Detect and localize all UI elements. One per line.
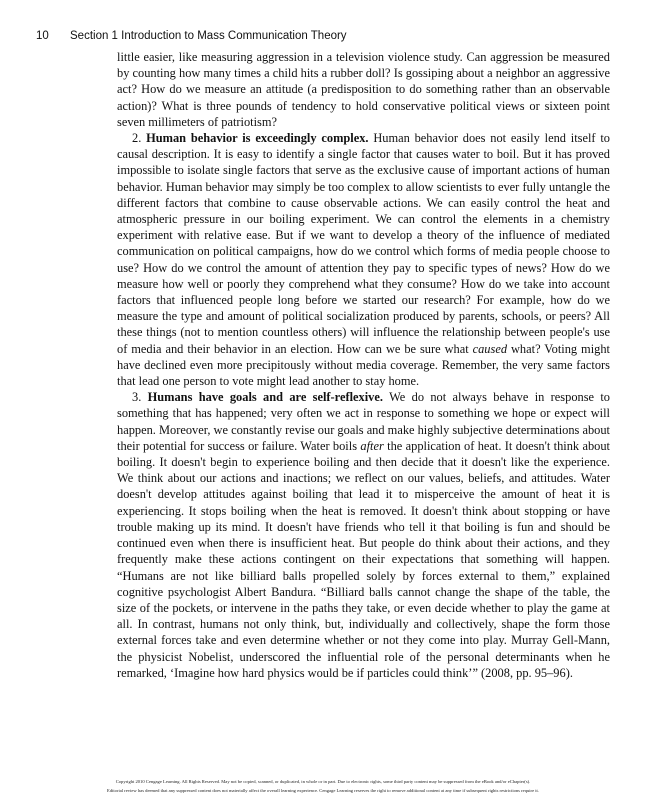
list-number: 3.: [132, 390, 142, 405]
copyright-notice: Copyright 2010 Cengage Learning. All Rights Reserved. May not be copied, scanned, or duplicated, in whole or in part. Due to electronic rights, some third party content may be suppressed from the eBook and/or eChapter(s).: [115, 779, 531, 784]
paragraph-heading: Humans have goals and are self-reflexive.: [147, 390, 383, 405]
running-head: [36, 30, 347, 42]
paragraph-heading: Human behavior is exceedingly complex.: [146, 131, 369, 146]
paragraph-text: what? Voting might have declined even more precipitously without media coverage. Remember, the very same factors that lead one person to vote might lead another to stay home.: [117, 341, 610, 389]
paragraph-humans-have-goals: [117, 389, 610, 681]
emphasis-text: after: [360, 438, 384, 453]
paragraph-text: We do not always behave in response to something that has happened; very often we act in response to something we hope or expect will happen. Moreover, we constantly revise our goals and make highly subjective determinations about their potential for success or failure. Water boils: [117, 390, 611, 453]
paragraph-continuation: little easier, like measuring aggression in a television violence study. Can aggression be measured by counting how many times a child hits a rubber doll? Is gossiping about a neighbor an aggressive act? How do we measure an attitude (a predisposition to do something rather than an observable action)? What is three pounds of tendency to hold conservative political views or sixteen point seven millimeters of patriotism?: [117, 50, 610, 129]
paragraph-text: Human behavior does not easily lend itself to causal description. It is easy to identify a single factor that causes water to boil. But it has proved impossible to isolate single factors that serve as the exclusive cause of important actions of human behavior. Human behavior may simply be too complex to allow scientists to ever fully untangle the different factors that combine to cause observable actions. We can easily control the heat and atmospheric pressure in our boiling experiment. We can control the elements in a chemistry experiment with relative ease. But if we want to develop a theory of the influence of mediated communication on political campaigns, how do we control which forms of media people choose to use? How do we control the amount of attention they pay to specific types of news? How do we measure how well or poorly they comprehend what they consume? How do we take into account factors that influenced people long before we started our research? For example, how do we measure the type and amount of political socialization produced by parents, schools, or peers? All these things (not to mention countless others) will influence the relationship between people's use of media and their behavior in an election. How can we be sure what: [117, 131, 610, 356]
emphasis-text: caused: [472, 341, 508, 356]
page-number: 10: [36, 30, 49, 42]
editorial-notice: Editorial review has deemed that any suppressed content does not materially affect the overall learning experience. Cengage Learning reserves the right to remove additional content at any time if subsequent rights restrictions require it.: [107, 788, 539, 793]
body-text: [117, 49, 610, 681]
paragraph-text: the application of heat. It doesn't think about boiling. It doesn't begin to experience boiling and then decide that it doesn't like the experience. We think about our actions and inactions; we reflect on our values, beliefs, and attitudes. Water doesn't develop attitudes against boiling that lead it to misperceive the amount of heat it is experiencing. It stops boiling when the heat is removed. It doesn't think about stopping or have trouble making up its mind. It doesn't have friends who tell it that boiling is fun and should be continued even when there is insufficient heat. But people do think about their actions, and they frequently make these actions contingent on their expectations that something will happen. “Humans are not like billiard balls propelled solely by forces external to them,” explained cognitive psychologist Albert Bandura. “Billiard balls cannot change the shape of the table, the size of the pockets, or intervene in the paths they take, or even decide whether to play the game at all. In contrast, humans not only think, but, individually and collectively, shape the form those external forces take and even determine whether or not they come into play. Murray Gell-Mann, the physicist Nobelist, underscored the influential role of the personal determinants when he remarked, ‘Imagine how hard physics would be if particles could think’” (2008, pp. 95–96).: [117, 438, 611, 680]
paragraph-human-behavior-complex: [117, 130, 610, 389]
list-number: 2.: [132, 131, 142, 146]
running-head-title: Section 1 Introduction to Mass Communication Theory: [70, 30, 347, 42]
